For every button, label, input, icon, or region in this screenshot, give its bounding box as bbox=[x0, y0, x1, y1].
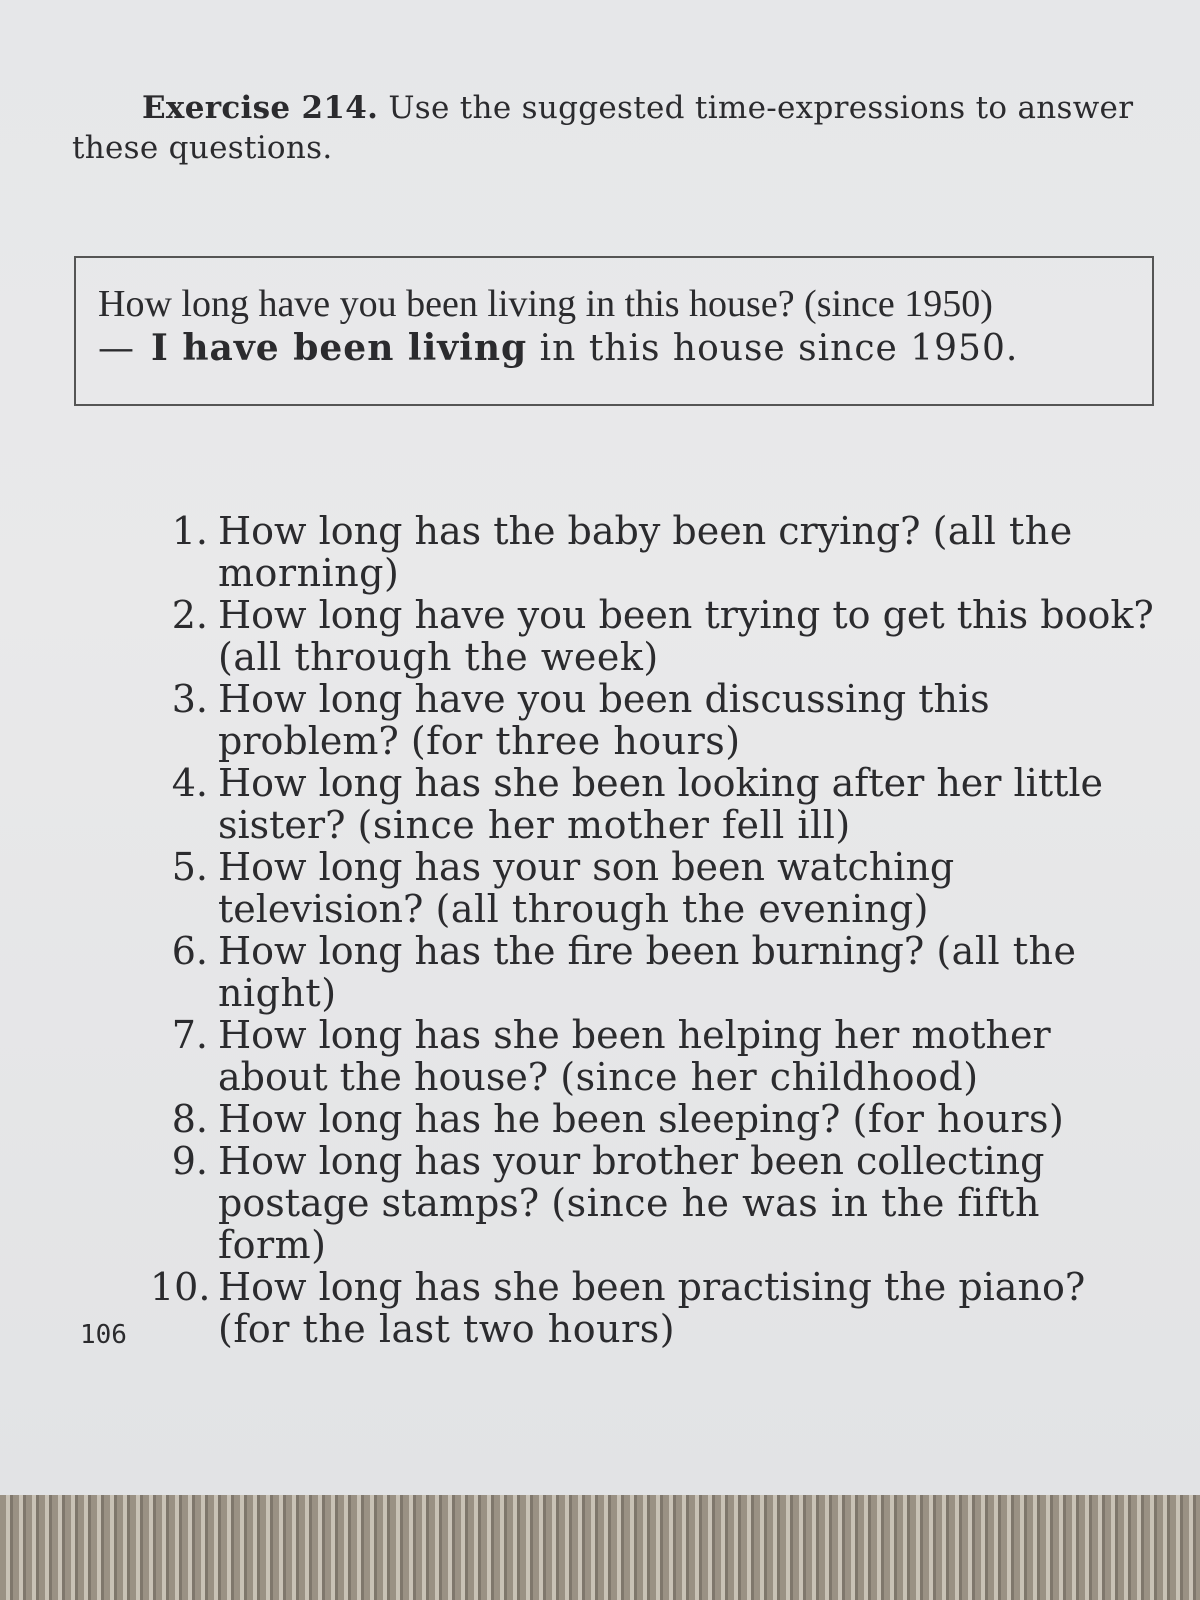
question-item bbox=[150, 1014, 1160, 1098]
question-text: How long have you been discussing this problem? bbox=[218, 677, 990, 763]
question-item bbox=[150, 510, 1160, 594]
question-text: How long has she been practising the piano? bbox=[218, 1265, 1086, 1309]
exercise-label: Exercise 214. bbox=[142, 90, 379, 126]
question-number: 9. bbox=[171, 1139, 208, 1183]
example-box bbox=[74, 256, 1154, 406]
question-text: How long has your son been watching television? bbox=[218, 845, 955, 931]
question-text: How long has your brother been collecting postage stamps? bbox=[218, 1139, 1045, 1225]
question-number: 7. bbox=[171, 1013, 208, 1057]
question-item bbox=[150, 1098, 1160, 1140]
question-cue: (since he was in the fifth form) bbox=[218, 1181, 1040, 1267]
question-item bbox=[150, 930, 1160, 1014]
question-text: How long has she been looking after her little sister? bbox=[218, 761, 1104, 847]
question-number: 1. bbox=[171, 509, 208, 553]
question-text: How long has the baby been crying? bbox=[218, 509, 921, 553]
question-text: How long have you been trying to get this book? bbox=[218, 593, 1154, 637]
answer-rest: in this house since 1950. bbox=[539, 328, 1019, 369]
exercise-instruction: Use the suggested time-expressions to answer these questions. bbox=[72, 90, 1134, 166]
question-number: 4. bbox=[171, 761, 208, 805]
question-number: 10. bbox=[150, 1265, 211, 1309]
question-text: How long has he been sleeping? bbox=[218, 1097, 841, 1141]
question-cue: (since her childhood) bbox=[560, 1055, 979, 1099]
question-item bbox=[150, 1140, 1160, 1266]
answer-dash: — bbox=[98, 328, 135, 369]
question-number: 3. bbox=[171, 677, 208, 721]
question-cue: (all through the evening) bbox=[435, 887, 930, 931]
question-cue: (all through the week) bbox=[218, 635, 659, 679]
exercise-heading bbox=[72, 88, 1152, 168]
page-number: 106 bbox=[80, 1320, 127, 1350]
example-answer bbox=[98, 326, 1018, 371]
question-item bbox=[150, 762, 1160, 846]
question-number: 5. bbox=[171, 845, 208, 889]
answer-bold-phrase: I have been living bbox=[151, 327, 528, 369]
question-item bbox=[150, 1266, 1160, 1350]
question-cue: (for the last two hours) bbox=[218, 1307, 676, 1351]
question-number: 6. bbox=[171, 929, 208, 973]
question-item bbox=[150, 678, 1160, 762]
question-list bbox=[150, 510, 1160, 1350]
table-surface bbox=[0, 1495, 1200, 1600]
question-cue: (for hours) bbox=[852, 1097, 1065, 1141]
question-cue: (all the night) bbox=[218, 929, 1077, 1015]
question-number: 2. bbox=[171, 593, 208, 637]
question-text: How long has the fire been burning? bbox=[218, 929, 925, 973]
question-number: 8. bbox=[171, 1097, 208, 1141]
question-item bbox=[150, 594, 1160, 678]
question-cue: (since her mother fell ill) bbox=[357, 803, 851, 847]
example-question: How long have you been living in this house? (since 1950) bbox=[98, 283, 993, 325]
question-item bbox=[150, 846, 1160, 930]
question-cue: (all the morning) bbox=[218, 509, 1073, 595]
question-cue: (for three hours) bbox=[410, 719, 741, 763]
question-text: How long has she been helping her mother about the house? bbox=[218, 1013, 1051, 1099]
